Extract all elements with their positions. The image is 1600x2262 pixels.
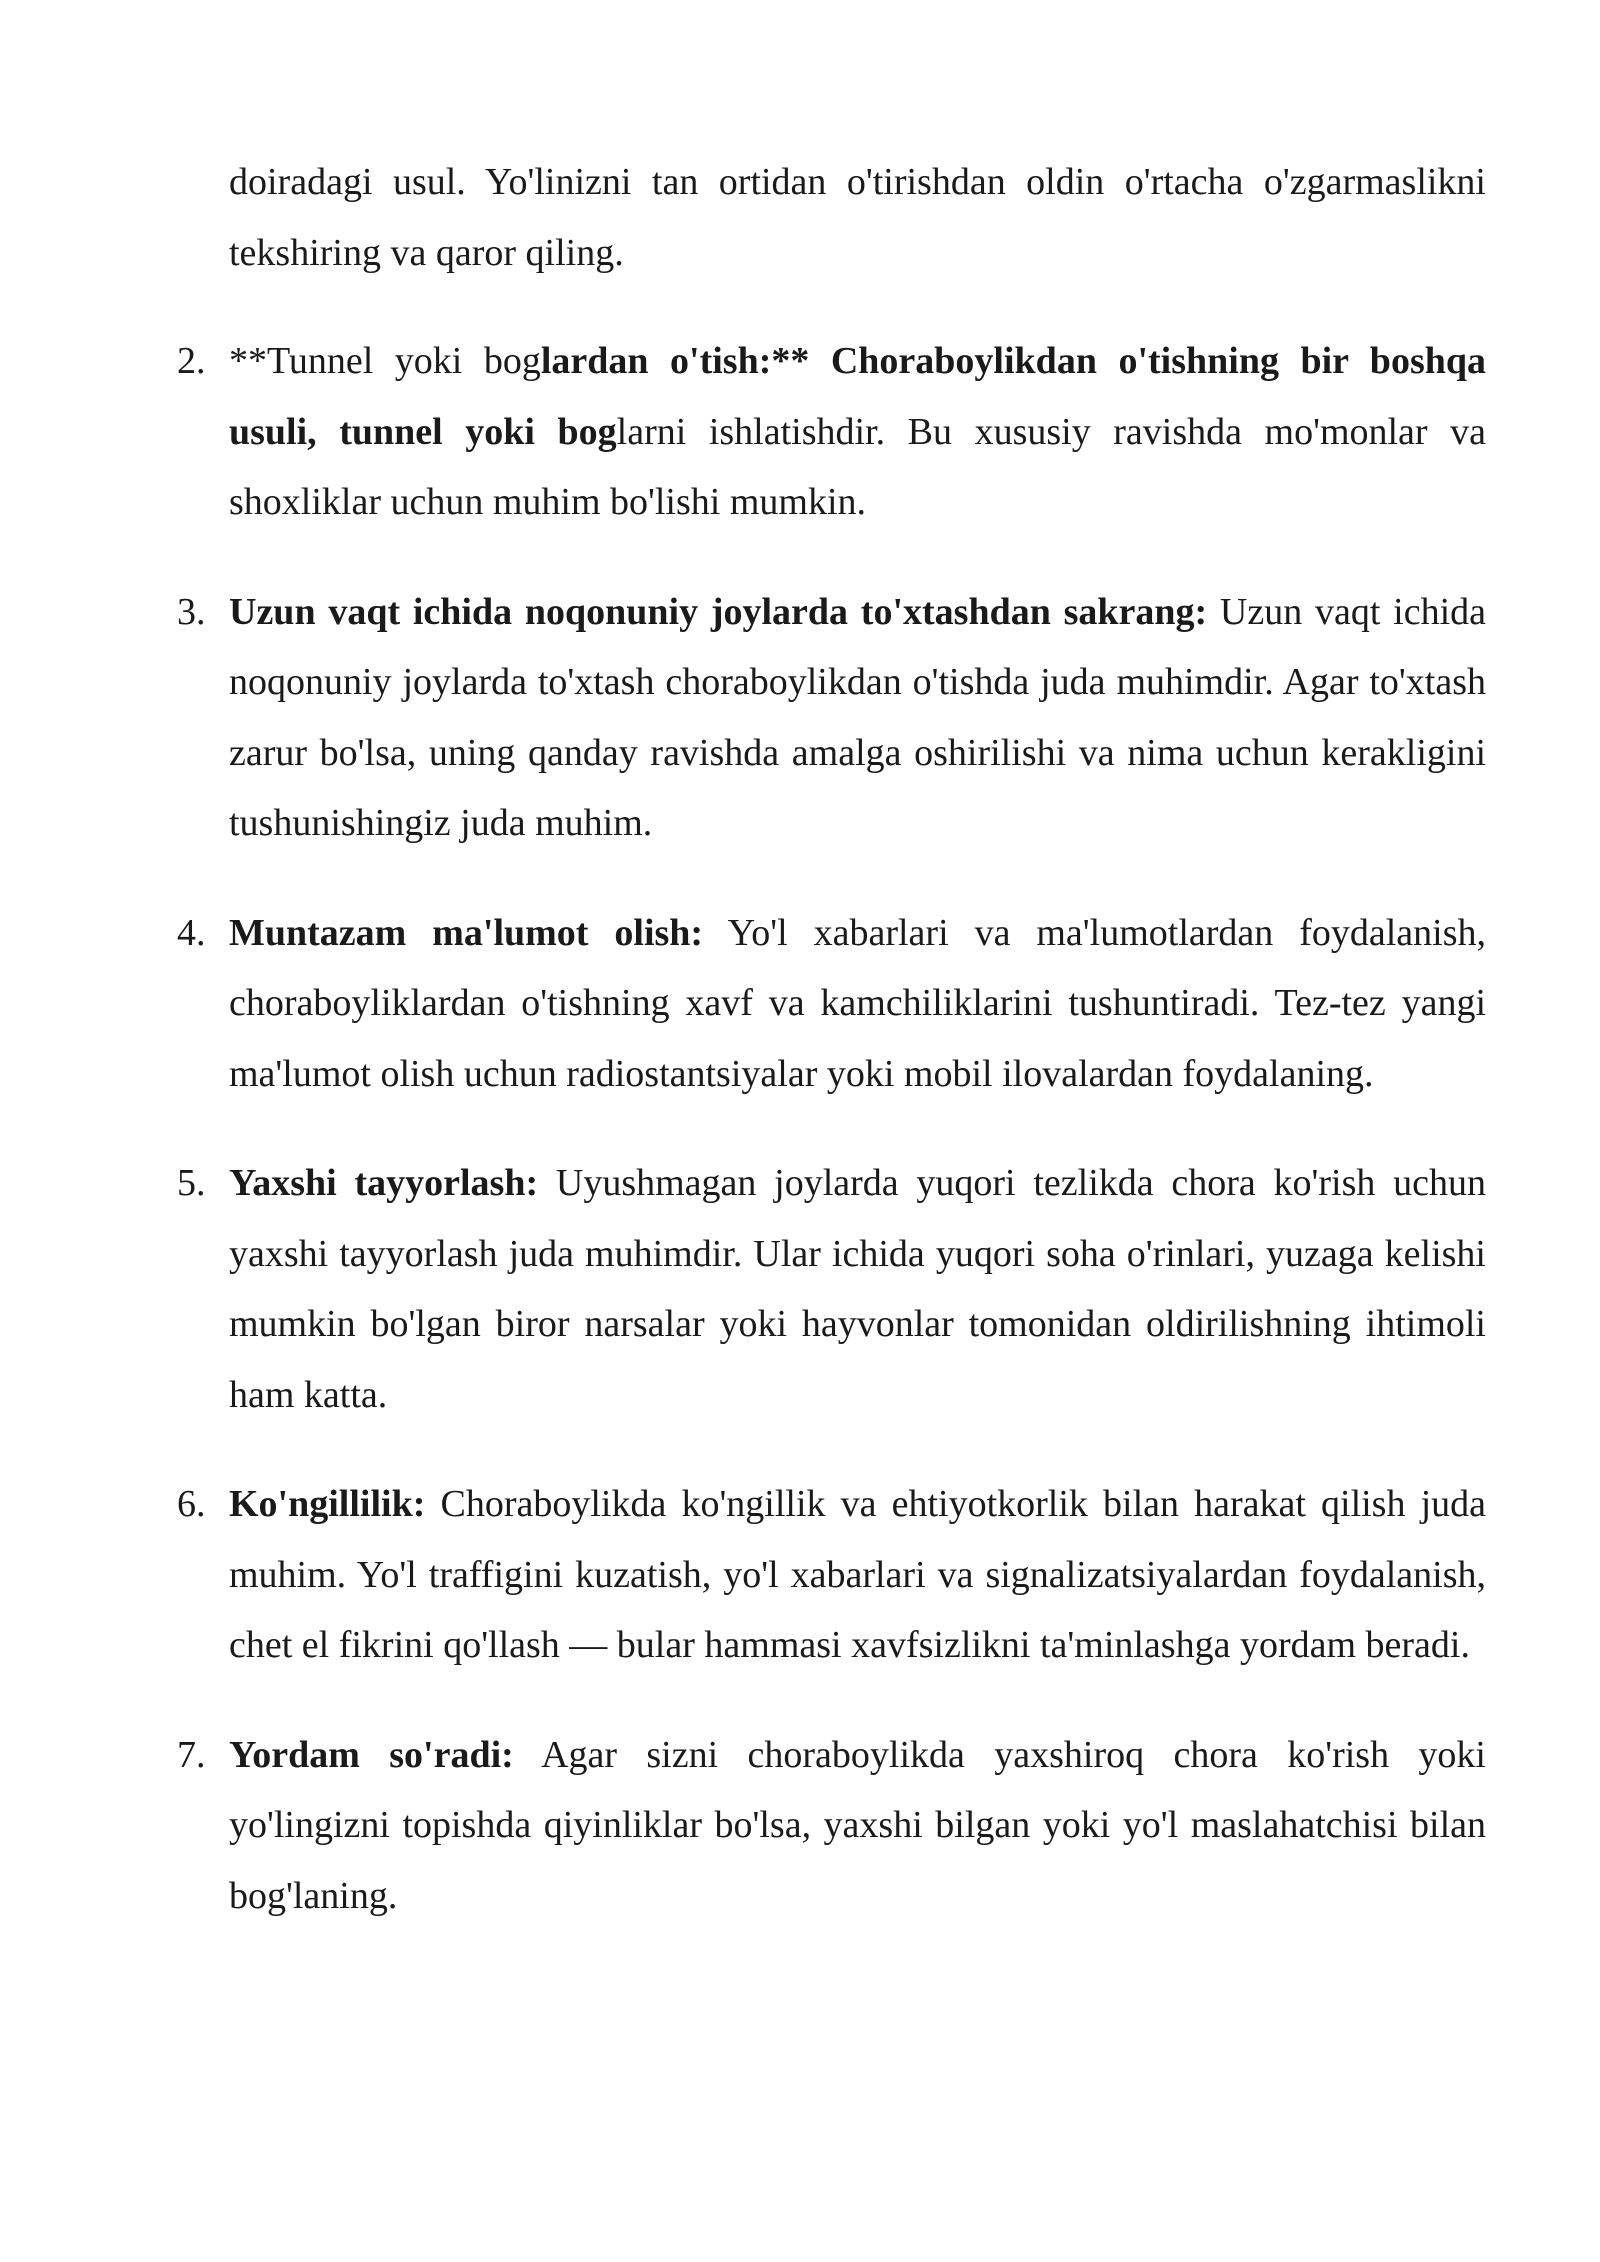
list-item-paragraph [229,898,1486,1110]
document-body [177,147,1486,1970]
list-item [177,577,1486,859]
list-item-number: 3. [177,590,206,633]
list-item [177,898,1486,1110]
list-item-number: 6. [177,1483,206,1525]
list-item-text: larni ishlatishdir. Bu xususiy ravishda mo'monlar va shoxliklar uchun muhim bo'lishi mumkin. [229,410,1486,523]
list-item-text: Yo'l xabarlari va ma'lumotlardan foydalanish, choraboyliklardan o'tishning xavf va kamchiliklarini tushuntiradi. Tez-tez yangi ma'lumot olish uchun radiostantsiyalar yoki mobil ilovalardan foydalaning. [229,911,1486,1095]
list-item-number: 5. [177,1162,206,1204]
list-item [177,1469,1486,1681]
list-item-text: Uzun vaqt ichida noqonuniy joylarda to'xtash choraboylikdan o'tishda juda muhimdir. Agar to'xtash zarur bo'lsa, uning qanday ravishda amalga oshirilishi va nima uchun kerakligini tushunishingiz juda muhim. [229,590,1486,844]
list-item-heading: Yordam so'radi: [229,1733,514,1776]
list-item-heading: Ko'ngillilik: [229,1483,426,1525]
list-item-paragraph [229,577,1486,859]
intro-paragraph: doiradagi usul. Yo'linizni tan ortidan o'tirishdan oldin o'rtacha o'zgarmaslikni tekshiring va qaror qiling. [229,161,1486,274]
numbered-list [177,326,1486,1931]
list-item-paragraph [229,1148,1486,1430]
list-item-heading: Yaxshi tayyorlash: [229,1162,539,1204]
list-item-text: Uyushmagan joylarda yuqori tezlikda chora ko'rish uchun yaxshi tayyorlash juda muhimdir. Ular ichida yuqori soha o'rinlari, yuzaga kelishi mumkin bo'lgan biror narsalar yoki hayvonlar tomonidan oldirilishning ihtimoli ham katta. [229,1162,1486,1416]
list-item [177,326,1486,538]
list-item-text: Agar sizni choraboylikda yaxshiroq chora ko'rish yoki yo'lingizni topishda qiyinliklar bo'lsa, yaxshi bilgan yoki yo'l maslahatchisi bilan bog'laning. [229,1733,1486,1917]
list-item-number: 4. [177,911,206,954]
list-item-heading: Muntazam ma'lumot olish: [229,911,704,954]
list-item-text: Choraboylikda ko'ngillik va ehtiyotkorlik bilan harakat qilish juda muhim. Yo'l traffigini kuzatish, yo'l xabarlari va signalizatsiyalardan foydalanish, chet el fikrini qo'llash — bular hammasi xavfsizlikni ta'minlashga yordam beradi. [229,1483,1486,1666]
list-item [177,1148,1486,1430]
list-item-paragraph [229,1469,1486,1681]
list-item-paragraph [229,326,1486,538]
list-item [177,1720,1486,1932]
list-item-number: 7. [177,1733,206,1776]
list-item-heading: Uzun vaqt ichida noqonuniy joylarda to'xtashdan sakrang: [229,590,1208,633]
list-item-paragraph [229,1720,1486,1932]
list-item-number: 2. [177,340,206,382]
list-item-heading: lardan o'tish:** Choraboylikdan o'tishning bir boshqa usuli, tunnel yoki bog [229,340,1486,453]
list-item-lead-text: **Tunnel yoki bog [229,340,541,382]
